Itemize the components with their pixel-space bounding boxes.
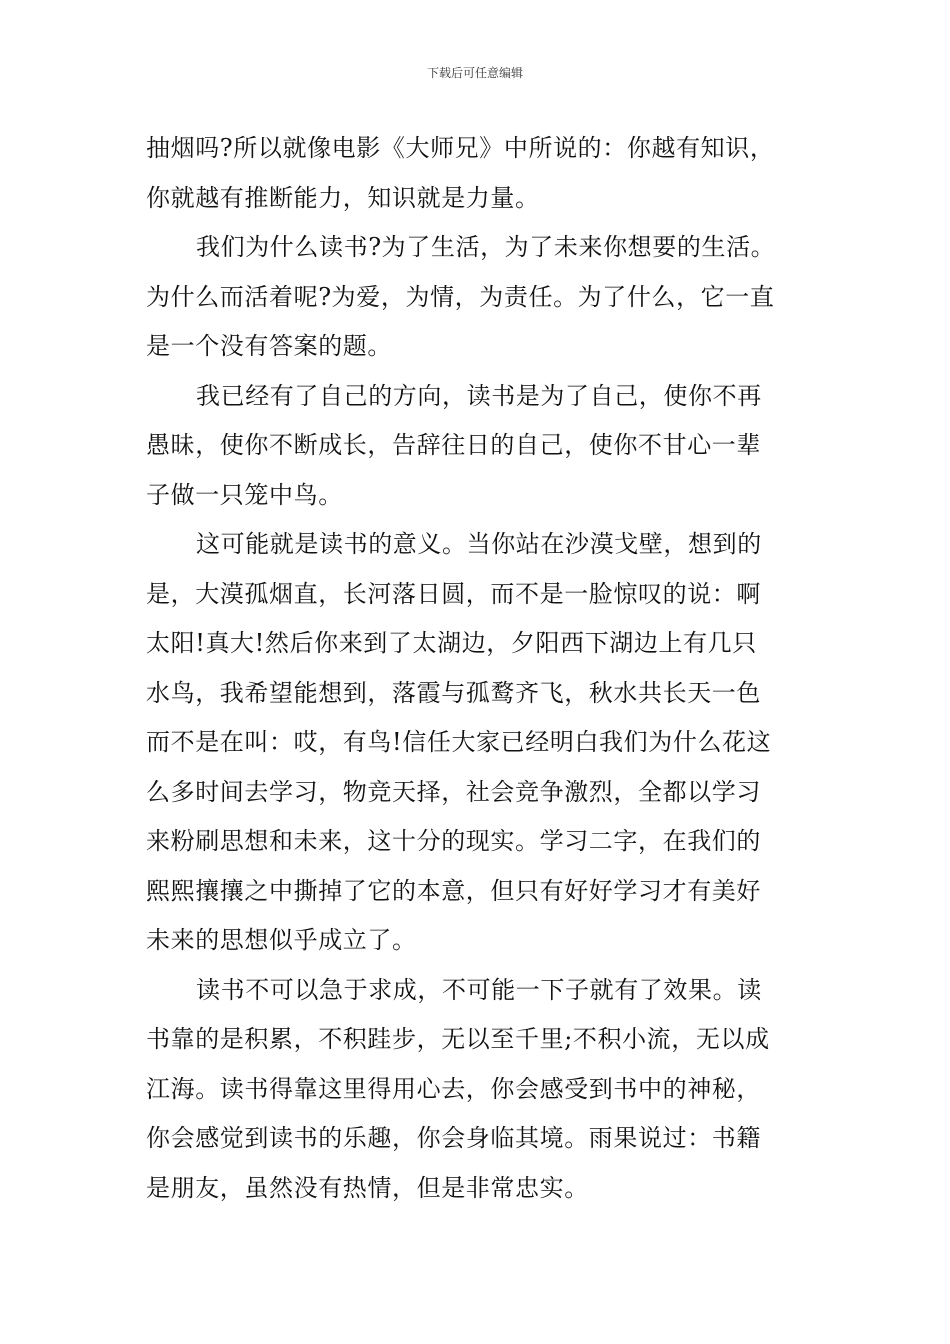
- text-line: 抽烟吗?所以就像电影《大师兄》中所说的：你越有知识，: [146, 134, 775, 162]
- text-line: 江海。读书得靠这里得用心去，你会感受到书中的神秘，: [146, 1074, 761, 1103]
- text-line: 是，大漠孤烟直，长河落日圆，而不是一脸惊叹的说：啊: [146, 579, 761, 608]
- document-body: [146, 124, 811, 1213]
- text-line: 书靠的是积累，不积跬步，无以至千里;不积小流，无以成: [146, 1025, 770, 1053]
- text-line: 太阳!真大!然后你来到了太湖边，夕阳西下湖边上有几只: [146, 629, 757, 657]
- paragraph-first-line: 我已经有了自己的方向，读书是为了自己，使你不再: [196, 381, 762, 410]
- text-line: 是一个没有答案的题。: [146, 332, 392, 360]
- text-line: 未来的思想似乎成立了。: [146, 926, 417, 954]
- text-line: 愚昧，使你不断成长，告辞往日的自己，使你不甘心一辈: [146, 431, 761, 459]
- page-header: 下载后可任意编辑: [426, 66, 523, 80]
- text-line: 水鸟，我希望能想到，落霞与孤鹜齐飞，秋水共长天一色: [146, 678, 761, 707]
- text-line: 你会感觉到读书的乐趣，你会身临其境。雨果说过：书籍: [146, 1124, 761, 1152]
- text-line: 熙熙攘攘之中撕掉了它的本意，但只有好好学习才有美好: [146, 876, 761, 905]
- text-line: 来粉刷思想和未来，这十分的现实。学习二字，在我们的: [146, 827, 761, 855]
- paragraph-first-line: 读书不可以急于求成，不可能一下子就有了效果。读: [196, 975, 762, 1004]
- text-line: 而不是在叫：哎，有鸟!信任大家已经明白我们为什么花这: [146, 728, 772, 756]
- text-line: 是朋友，虽然没有热情，但是非常忠实。: [146, 1173, 589, 1202]
- text-line: 子做一只笼中鸟。: [146, 480, 343, 509]
- text-line: 你就越有推断能力，知识就是力量。: [146, 183, 540, 212]
- paragraph-first-line: 这可能就是读书的意义。当你站在沙漠戈壁，想到的: [196, 530, 762, 558]
- text-line: 为什么而活着呢?为爱，为情，为责任。为了什么，它一直: [146, 282, 775, 311]
- paragraph-first-line: 我们为什么读书?为了生活，为了未来你想要的生活。: [196, 233, 776, 261]
- text-line: 么多时间去学习，物竞天择，社会竞争激烈，全都以学习: [146, 777, 761, 806]
